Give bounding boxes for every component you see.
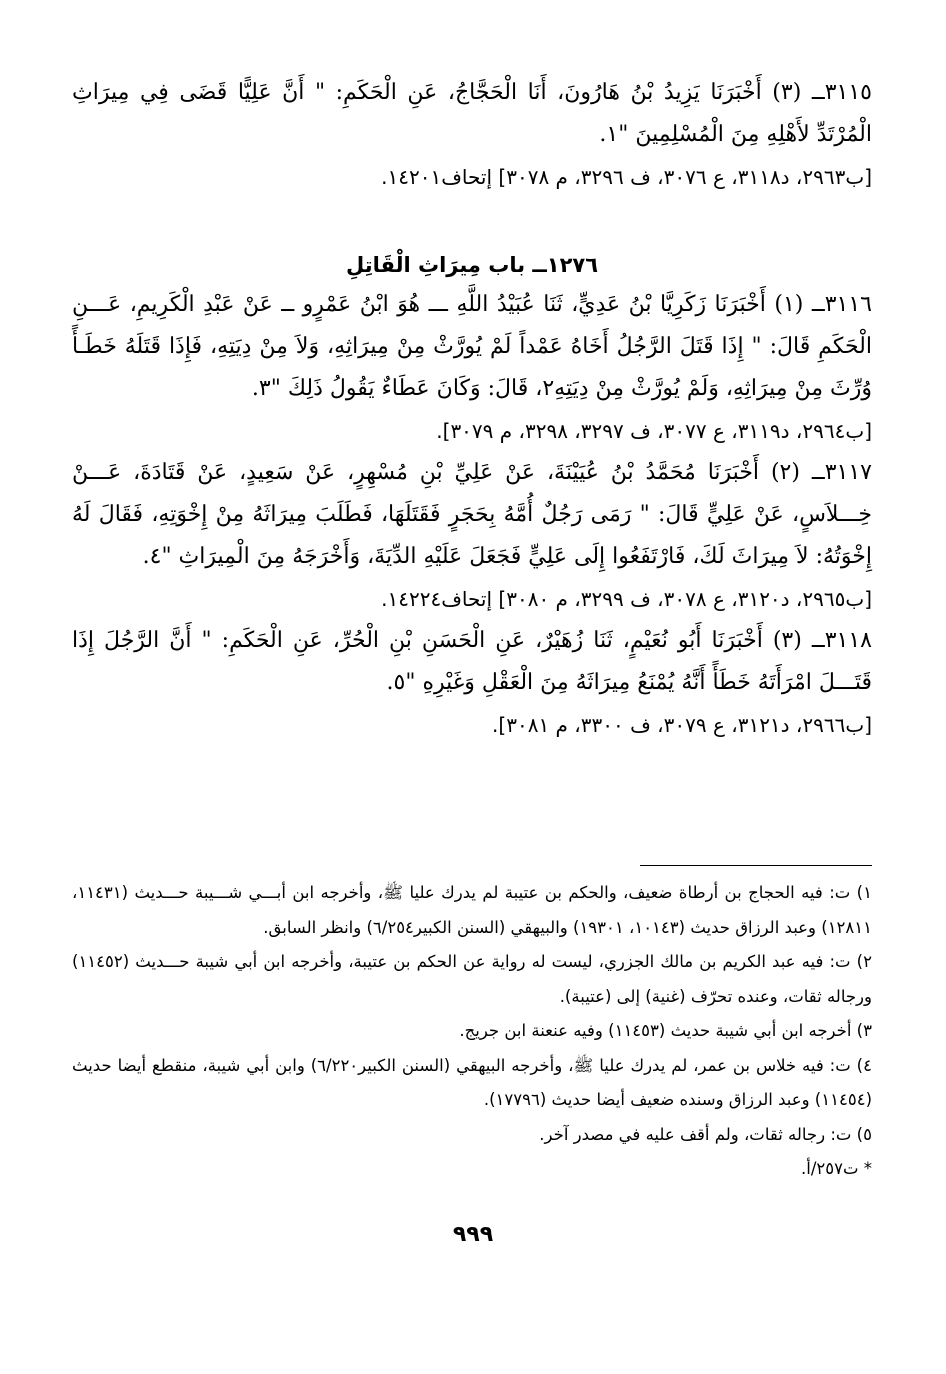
hadith-3116	[72, 284, 872, 452]
hadith-3118	[72, 620, 872, 746]
footnote-5: ٥) ت: رجاله ثقات، ولم أقف عليه في مصدر آخر.	[539, 1124, 872, 1144]
hadith-reference: [ب٢٩٦٦، د٣١٢١، ع ٣٠٧٩، ف ٣٣٠٠، م ٣٠٨١].	[492, 713, 872, 737]
hadith-number: ٣١١٥ــ (٣)	[772, 80, 872, 105]
hadith-body	[72, 452, 872, 578]
hadith-text: أَخْبَرَنَا يَزِيدُ بْنُ هَارُونَ، أَنَا الْحَجَّاجُ، عَنِ الْحَكَمِ: " أَنَّ عَلِيًّا قَضَى فِي مِيرَاثِ الْمُرْتَدِّ لأَهْلِهِ مِنَ الْمُسْلِمِينَ "١.	[72, 80, 872, 147]
chapter-title: ١٢٧٦ــ باب مِيرَاثِ الْقَاتِلِ	[345, 253, 599, 277]
hadith-number: ٣١١٧ــ (٢)	[770, 460, 872, 485]
hadith-reference: [ب٢٩٦٣، د٣١١٨، ع ٣٠٧٦، ف ٣٢٩٦، م ٣٠٧٨] إتحاف١٤٢٠١.	[381, 165, 872, 189]
hadith-body	[72, 72, 872, 156]
hadith-reference: [ب٢٩٦٥، د٣١٢٠، ع ٣٠٧٨، ف ٣٢٩٩، م ٣٠٨٠] إتحاف١٤٢٢٤.	[381, 587, 872, 611]
hadith-body	[72, 284, 872, 410]
hadith-reference: [ب٢٩٦٤، د٣١١٩، ع ٣٠٧٧، ف ٣٢٩٧، ٣٢٩٨، م ٣٠٧٩].	[436, 419, 872, 443]
footnote-1: ١) ت: فيه الحجاج بن أرطاة ضعيف، والحكم بن عتيبة لم يدرك عليا ﷺ، وأخرجه ابن أبـــي شـــيبة حـــديث (١١٤٣١، ١٢٨١١) وعبد الرزاق حديث (١٠١٤٣، ١٩٣٠١) والبيهقي (السنن الكبير٦/٢٥٤) وانظر السابق.	[72, 883, 872, 937]
footnotes	[72, 876, 872, 1187]
footnote-manuscript-marker: * ت٢٥٧/أ.	[800, 1159, 872, 1178]
hadith-body	[72, 620, 872, 704]
hadith-number: ٣١١٨ــ (٣)	[772, 628, 872, 653]
hadith-text: أَخْبَرَنَا أَبُو نُعَيْمٍ، ثَنَا زُهَيْرٌ، عَنِ الْحَسَنِ بْنِ الْحُرِّ، عَنِ الْحَكَمِ: " أَنَّ الرَّجُلَ إِذَا قَتَـــلَ امْرَأَتَهُ خَطَأً أَنَّهُ يُمْنَعُ مِيرَاثَهُ مِنَ الْعَقْلِ وَغَيْرِهِ "٥.	[72, 628, 872, 695]
main-text	[72, 72, 872, 746]
footnote-4: ٤) ت: فيه خلاس بن عمر، لم يدرك عليا ﷺ، وأخرجه البيهقي (السنن الكبير٦/٢٢٠) وابن أبي شيبة، منقطع أيضا حديث (١١٤٥٤) وعبد الرزاق وسنده ضعيف أيضا حديث (١٧٧٩٦).	[72, 1055, 872, 1109]
footnote-3: ٣) أخرجه ابن أبي شيبة حديث (١١٤٥٣) وفيه عنعنة ابن جريج.	[459, 1021, 872, 1040]
footnote-divider	[640, 865, 872, 866]
hadith-3115	[72, 72, 872, 198]
hadith-text: أَخْبَرَنَا زَكَرِيَّا بْنُ عَدِيٍّ، ثَنَا عُبَيْدُ اللَّهِ ـــ هُوَ ابْنُ عَمْرٍو ــ عَنْ عَبْدِ الْكَرِيمِ، عَـــنِ الْحَكَمِ قَالَ: " إِذَا قَتَلَ الرَّجُلُ أَخَاهُ عَمْداً لَمْ يُورَّثْ مِنْ مِيرَاثِهِ، وَلاَ مِنْ دِيَتِهِ، فَإِذَا قَتَلَهُ خَطَـأً وُرِّثَ مِنْ مِيرَاثِهِ، وَلَمْ يُورَّثْ مِنْ دِيَتِهِ٢، قَالَ: وَكَانَ عَطَاءٌ يَقُولُ ذَلِكَ "٣.	[72, 292, 872, 401]
hadith-3117	[72, 452, 872, 620]
page-number: ٩٩٩	[452, 1222, 494, 1247]
hadith-text: أَخْبَرَنَا مُحَمَّدُ بْنُ عُيَيْنَةَ، عَنْ عَلِيِّ بْنِ مُسْهِرٍ، عَنْ سَعِيدٍ، عَنْ قَتَادَةَ، عَـــنْ خِـــلاَسٍ، عَنْ عَلِيٍّ قَالَ: " رَمَى رَجُلٌ أُمَّهُ بِحَجَرٍ فَقَتَلَهَا، فَطَلَبَ مِيرَاثَهُ مِنْ إِخْوَتِهِ، فَقَالَ لَهُ إِخْوَتُهُ: لاَ مِيرَاثَ لَكَ، فَارْتَفَعُوا إِلَى عَلِيٍّ فَجَعَلَ عَلَيْهِ الدِّيَةَ، وَأَخْرَجَهُ مِنَ الْمِيرَاثِ "٤.	[72, 460, 872, 569]
footnote-2: ٢) ت: فيه عبد الكريم بن مالك الجزري، ليست له رواية عن الحكم بن عتيبة، وأخرجه ابن أبي شيبة حـــديث (١١٤٥٢) ورجاله ثقات، وعنده تحرّف (غنية) إلى (عتيبة).	[72, 952, 872, 1006]
hadith-number: ٣١١٦ــ (١)	[774, 292, 872, 317]
